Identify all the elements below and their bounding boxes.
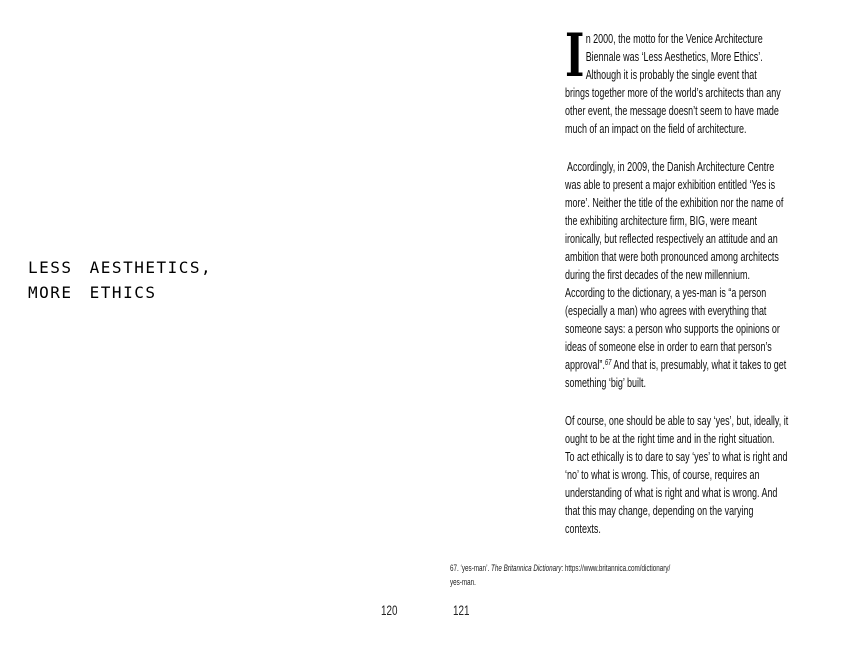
text-segment: approval”. [565, 357, 605, 372]
text-segment: The Britannica Dictionary [490, 563, 562, 573]
chapter-title [28, 259, 212, 309]
text-line: much of an impact on the field of architecture. [565, 121, 747, 136]
body-text [565, 21, 850, 558]
text-line: the exhibiting architecture firm, BIG, were meant [565, 213, 757, 228]
text-line: brings together more of the world’s architects than any [565, 85, 781, 100]
footnote [450, 561, 786, 589]
text-line: ironically, but reflected respectively an attitude and an [565, 231, 778, 246]
text-line: other event, the message doesn’t seem to have made [565, 103, 779, 118]
text-line: LESS AESTHETICS, [28, 258, 213, 277]
text-line: during the first decades of the new millennium. [565, 267, 750, 282]
text-line: Accordingly, in 2009, the Danish Architecture Centre [565, 159, 775, 174]
text-line: Of course, one should be able to say ‘yes’, but, ideally, it [565, 413, 789, 428]
page-number-left: 120 [381, 603, 398, 618]
text-line: ambition that were both pronounced among architects [565, 249, 779, 264]
text-line: more’. Neither the title of the exhibition nor the name of [565, 195, 784, 210]
text-line: ‘no’ to what is wrong. This, of course, requires an [565, 467, 760, 482]
paragraph [565, 21, 850, 138]
footnote-reference: 67 [604, 357, 612, 367]
text-line: ought to be at the right time and in the right situation. [565, 431, 775, 446]
text-line: that this may change, depending on the varying [565, 503, 754, 518]
text-segment: 67. ‘yes-man’. [450, 563, 491, 573]
text-line: understanding of what is right and what is wrong. And [565, 485, 778, 500]
text-line [450, 575, 786, 589]
text-line: contexts. [565, 521, 601, 536]
text-line: Biennale was ‘Less Aesthetics, More Ethics’. [585, 49, 763, 64]
text-line: To act ethically is to dare to say ‘yes’ to what is right and [565, 449, 788, 464]
text-line: MORE ETHICS [28, 283, 157, 302]
page-right [425, 0, 850, 652]
text-segment: yes-man. [450, 577, 476, 587]
text-segment: And that is, presumably, what it takes to get [611, 357, 787, 372]
text-line: ideas of someone else in order to earn that person’s [565, 339, 772, 354]
text-line: (especially a man) who agrees with everything that [565, 303, 767, 318]
paragraph [565, 412, 850, 538]
text-line: According to the dictionary, a yes-man is “a person [565, 285, 767, 300]
text-line: someone says: a person who supports the opinions or [565, 321, 780, 336]
text-line: was able to present a major exhibition entitled ‘Yes is [565, 177, 776, 192]
text-line: n 2000, the motto for the Venice Architecture [585, 31, 763, 46]
text-line [565, 356, 850, 374]
text-line: something ‘big’ built. [565, 375, 646, 390]
drop-cap: I [565, 21, 585, 91]
paragraph [565, 158, 850, 392]
text-line: Although it is probably the single event that [585, 67, 757, 82]
page-number-right: 121 [453, 603, 470, 618]
text-segment: : https://www.britannica.com/dictionary/ [561, 563, 671, 573]
text-line [450, 561, 786, 575]
